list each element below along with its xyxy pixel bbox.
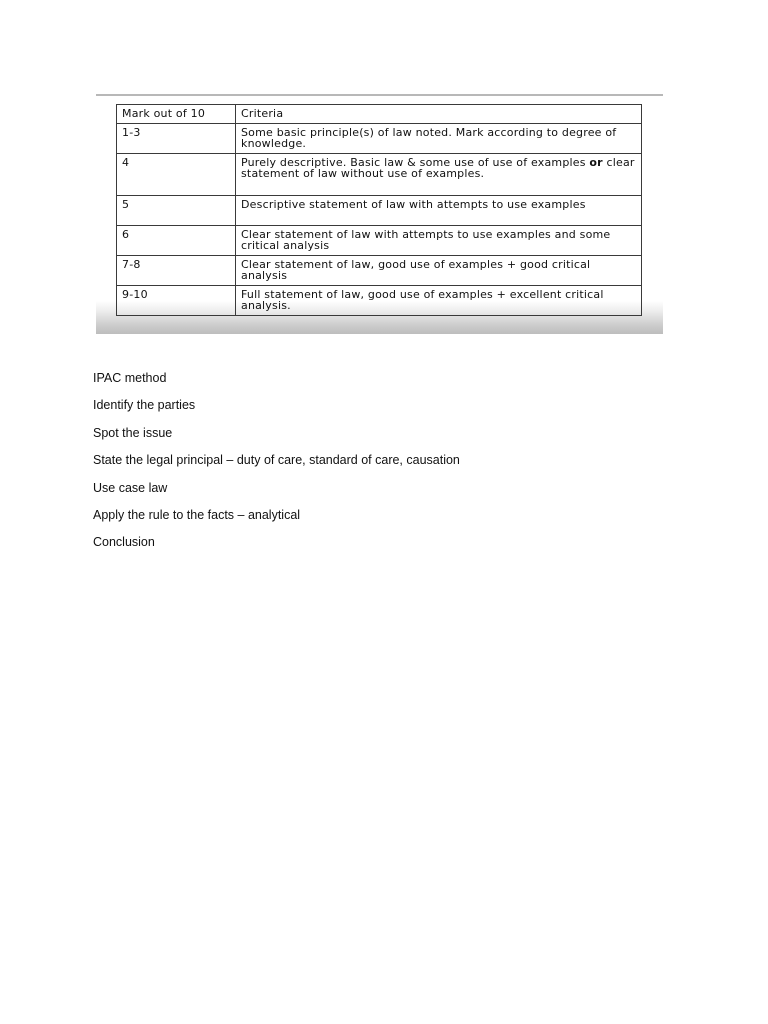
table-row	[117, 226, 642, 256]
mark-cell: 1-3	[117, 124, 236, 154]
criteria-cell: Some basic principle(s) of law noted. Mark according to degree of knowledge.	[236, 124, 642, 154]
column-header-mark: Mark out of 10	[117, 105, 236, 124]
table-row	[117, 124, 642, 154]
notes-line: State the legal principal – duty of care, standard of care, causation	[93, 453, 460, 468]
mark-cell: 6	[117, 226, 236, 256]
rubric-image	[96, 94, 663, 334]
criteria-cell: Clear statement of law with attempts to use examples and some critical analysis	[236, 226, 642, 256]
table-header-row	[117, 105, 642, 124]
mark-cell: 4	[117, 154, 236, 196]
criteria-emphasis: or	[589, 156, 603, 169]
criteria-cell: Full statement of law, good use of examples + excellent critical analysis.	[236, 286, 642, 316]
notes-line: Use case law	[93, 480, 168, 495]
marking-criteria-table	[116, 104, 642, 316]
notes-line: Identify the parties	[93, 398, 196, 413]
mark-cell: 5	[117, 196, 236, 226]
notes-line: Apply the rule to the facts – analytical	[93, 507, 301, 522]
table-row	[117, 196, 642, 226]
notes-line: Conclusion	[93, 535, 155, 550]
criteria-cell	[236, 154, 642, 196]
table-row	[117, 256, 642, 286]
criteria-cell: Descriptive statement of law with attempts to use examples	[236, 196, 642, 226]
notes-line: Spot the issue	[93, 425, 173, 440]
ipac-notes	[93, 371, 693, 563]
notes-heading: IPAC method	[93, 371, 167, 385]
criteria-text: Purely descriptive. Basic law & some use of use of examples	[241, 156, 590, 169]
table-row	[117, 286, 642, 316]
criteria-text: clear statement of law without use of examples.	[241, 156, 635, 180]
table-row	[117, 154, 642, 196]
mark-cell: 9-10	[117, 286, 236, 316]
criteria-cell: Clear statement of law, good use of examples + good critical analysis	[236, 256, 642, 286]
column-header-criteria: Criteria	[236, 105, 642, 124]
mark-cell: 7-8	[117, 256, 236, 286]
